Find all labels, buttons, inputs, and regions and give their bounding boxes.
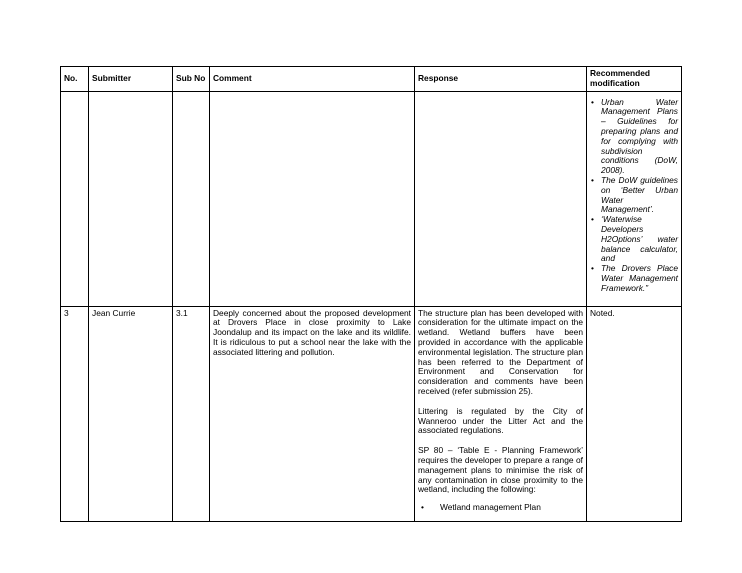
list-item: • The Drovers Place Water Management Framework.” xyxy=(590,264,678,293)
list-item: • The DoW guidelines on ‘Better Urban Water Management’. xyxy=(590,176,678,215)
table-row xyxy=(61,91,682,306)
cell-comment: Deeply concerned about the proposed development at Drovers Place in close proximity to Lake Joondalup and its impact on the lake and its wildlife. It is ridiculous to put a school near the lake with the associated littering and pollution. xyxy=(210,306,415,521)
response-paragraph: Littering is regulated by the City of Wanneroo under the Litter Act and the associated regulations. xyxy=(418,405,583,436)
cell-response xyxy=(415,306,587,521)
recommended-list xyxy=(590,98,678,294)
cell-sub-no: 3.1 xyxy=(173,306,210,521)
submissions-table xyxy=(60,66,682,522)
response-bullet-list xyxy=(418,503,583,513)
cell-submitter xyxy=(89,91,173,306)
header-row xyxy=(61,67,682,92)
table-row xyxy=(61,306,682,521)
list-item: • ‘Waterwise Developers H2Options’ water balance calculator, and xyxy=(590,215,678,264)
cell-comment xyxy=(210,91,415,306)
response-paragraph: The structure plan has been developed with consideration for the ultimate impact on the wetland. Wetland buffers have been provided in accordance with the applicable environmental legislation. The structure plan has been referred to the Department of Environment and Conservation for consideration and comments have been received (refer submission 25). xyxy=(418,307,583,396)
cell-sub-no xyxy=(173,91,210,306)
cell-submitter: Jean Currie xyxy=(89,306,173,521)
cell-recommended-modification: Noted. xyxy=(587,306,682,521)
header-no: No. xyxy=(61,67,89,92)
header-sub-no: Sub No xyxy=(173,67,210,92)
cell-recommended-modification xyxy=(587,91,682,306)
header-comment: Comment xyxy=(210,67,415,92)
cell-no xyxy=(61,91,89,306)
cell-no: 3 xyxy=(61,306,89,521)
header-recommended-modification: Recommended modification xyxy=(587,67,682,92)
list-item: • Urban Water Management Plans – Guidelines for preparing plans and for complying with subdivision conditions (DoW, 2008). xyxy=(590,98,678,176)
header-submitter: Submitter xyxy=(89,67,173,92)
cell-response xyxy=(415,91,587,306)
list-item: • Wetland management Plan xyxy=(418,503,583,513)
response-paragraph: SP 80 – ‘Table E - Planning Framework’ requires the developer to prepare a range of management plans to minimise the risk of any contamination in close proximity to the wetland, including the following: xyxy=(418,445,583,495)
header-response: Response xyxy=(415,67,587,92)
